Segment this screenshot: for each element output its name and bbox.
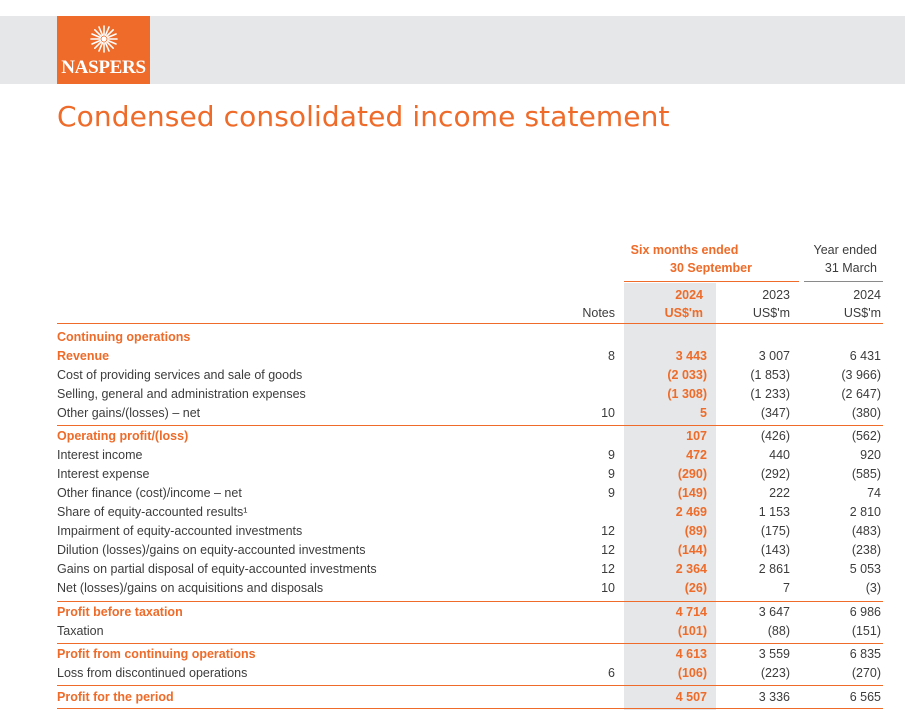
period-group-2-rule [804, 281, 883, 282]
table-row [57, 503, 883, 522]
row-label: Operating profit/(loss) [57, 429, 189, 443]
row-value-2024-sep: (2 033) [667, 368, 707, 382]
subtotal-rule [57, 601, 883, 602]
header-rule [57, 323, 883, 324]
row-value-2024-sep: 4 507 [675, 690, 707, 704]
row-note: 12 [601, 543, 615, 557]
table-row [57, 446, 883, 465]
row-label: Share of equity-accounted results¹ [57, 505, 248, 519]
row-label: Interest income [57, 448, 143, 462]
table-row [57, 522, 883, 541]
row-value-2023-sep: (88) [767, 624, 790, 638]
naspers-logo [57, 16, 150, 84]
row-label: Cost of providing services and sale of goods [57, 368, 303, 382]
header-top-margin [0, 0, 905, 16]
row-value-2024-sep: 4 613 [675, 647, 707, 661]
row-value-2024-mar: (238) [851, 543, 881, 557]
row-value-2024-mar: 6 835 [849, 647, 881, 661]
row-label: Profit for the period [57, 690, 174, 704]
row-value-2024-mar: (585) [851, 467, 881, 481]
row-value-2024-mar: (270) [851, 666, 881, 680]
row-note: 12 [601, 524, 615, 538]
row-value-2024-mar: (151) [851, 624, 881, 638]
row-value-2023-sep: 3 647 [758, 605, 790, 619]
table-row [57, 579, 883, 598]
period-group-2-line-1: Year ended [813, 243, 877, 257]
row-label: Other finance (cost)/income – net [57, 486, 242, 500]
row-value-2024-sep: 3 443 [675, 349, 707, 363]
row-value-2024-mar: 2 810 [849, 505, 881, 519]
period-group-1-rule [624, 281, 799, 282]
row-value-2023-sep: (1 233) [750, 387, 790, 401]
notes-header: Notes [582, 306, 615, 320]
total-rule [57, 685, 883, 686]
row-note: 10 [601, 406, 615, 420]
row-label: Interest expense [57, 467, 150, 481]
row-label: Profit before taxation [57, 605, 183, 619]
row-value-2024-sep: (144) [677, 543, 707, 557]
row-label: Impairment of equity-accounted investments [57, 524, 303, 538]
col1-year: 2024 [675, 288, 703, 302]
row-label: Profit from continuing operations [57, 647, 256, 661]
table-row [57, 385, 883, 404]
row-value-2023-sep: 3 007 [758, 349, 790, 363]
table-row [57, 328, 883, 347]
row-value-2024-sep: (290) [677, 467, 707, 481]
row-note: 9 [608, 467, 615, 481]
table-row [57, 404, 883, 423]
subtotal-rule [57, 643, 883, 644]
row-value-2024-sep: (106) [677, 666, 707, 680]
row-note: 12 [601, 562, 615, 576]
row-value-2024-mar: 6 565 [849, 690, 881, 704]
page-title: Condensed consolidated income statement [57, 100, 670, 133]
table-row [57, 622, 883, 641]
row-label: Gains on partial disposal of equity-accounted investments [57, 562, 377, 576]
row-value-2023-sep: (175) [760, 524, 790, 538]
period-group-2-line-2: 31 March [824, 261, 877, 275]
row-value-2023-sep: 440 [769, 448, 790, 462]
row-value-2024-sep: (1 308) [667, 387, 707, 401]
row-label: Continuing operations [57, 330, 191, 344]
row-label: Loss from discontinued operations [57, 666, 248, 680]
row-value-2024-mar: (3 966) [841, 368, 881, 382]
row-value-2024-mar: (2 647) [841, 387, 881, 401]
total-bottom-rule [57, 708, 883, 709]
table-row [57, 541, 883, 560]
row-note: 9 [608, 448, 615, 462]
row-value-2024-sep: (89) [684, 524, 707, 538]
col2-year: 2023 [762, 288, 790, 302]
row-value-2023-sep: 3 559 [758, 647, 790, 661]
period-group-1-line-1: Six months ended [630, 243, 739, 257]
row-value-2024-sep: (26) [684, 581, 707, 595]
col3-unit: US$'m [843, 306, 881, 320]
table-row [57, 603, 883, 622]
row-value-2023-sep: (292) [760, 467, 790, 481]
col2-unit: US$'m [752, 306, 790, 320]
row-value-2023-sep: (347) [760, 406, 790, 420]
period-group-1-line-2: 30 September [670, 261, 752, 275]
row-value-2024-mar: 6 986 [849, 605, 881, 619]
table-row [57, 427, 883, 446]
row-value-2024-sep: (149) [677, 486, 707, 500]
logo-wordmark: NASPERS [61, 57, 146, 78]
row-value-2024-sep: 472 [686, 448, 707, 462]
row-note: 10 [601, 581, 615, 595]
row-note: 6 [608, 666, 615, 680]
row-value-2024-mar: (562) [851, 429, 881, 443]
row-value-2023-sep: 2 861 [758, 562, 790, 576]
row-value-2024-mar: 6 431 [849, 349, 881, 363]
row-value-2023-sep: (426) [760, 429, 790, 443]
row-label: Net (losses)/gains on acquisitions and disposals [57, 581, 324, 595]
row-label: Revenue [57, 349, 110, 363]
row-value-2023-sep: (1 853) [750, 368, 790, 382]
row-value-2024-mar: (380) [851, 406, 881, 420]
row-value-2024-sep: 2 469 [675, 505, 707, 519]
table-row [57, 465, 883, 484]
table-row [57, 484, 883, 503]
row-value-2024-sep: 107 [686, 429, 707, 443]
row-value-2023-sep: 1 153 [758, 505, 790, 519]
table-row [57, 347, 883, 366]
col1-unit: US$'m [664, 306, 703, 320]
table-row [57, 560, 883, 579]
row-value-2023-sep: (143) [760, 543, 790, 557]
sunburst-icon [89, 24, 119, 54]
row-value-2023-sep: 7 [783, 581, 790, 595]
row-label: Taxation [57, 624, 104, 638]
row-value-2024-mar: 74 [867, 486, 881, 500]
table-row [57, 645, 883, 664]
table-row [57, 688, 883, 707]
subtotal-rule [57, 425, 883, 426]
row-value-2023-sep: (223) [760, 666, 790, 680]
row-value-2024-mar: (483) [851, 524, 881, 538]
row-value-2024-sep: 5 [700, 406, 707, 420]
row-label: Other gains/(losses) – net [57, 406, 201, 420]
row-note: 9 [608, 486, 615, 500]
table-row [57, 664, 883, 683]
row-value-2024-mar: (3) [865, 581, 881, 595]
row-note: 8 [608, 349, 615, 363]
row-value-2024-sep: 2 364 [675, 562, 707, 576]
row-value-2024-mar: 5 053 [849, 562, 881, 576]
row-value-2023-sep: 222 [769, 486, 790, 500]
row-value-2024-sep: 4 714 [675, 605, 707, 619]
table-row [57, 366, 883, 385]
row-label: Selling, general and administration expenses [57, 387, 306, 401]
row-value-2024-sep: (101) [677, 624, 707, 638]
row-value-2023-sep: 3 336 [758, 690, 790, 704]
row-value-2024-mar: 920 [860, 448, 881, 462]
row-label: Dilution (losses)/gains on equity-accounted investments [57, 543, 366, 557]
col3-year: 2024 [853, 288, 881, 302]
